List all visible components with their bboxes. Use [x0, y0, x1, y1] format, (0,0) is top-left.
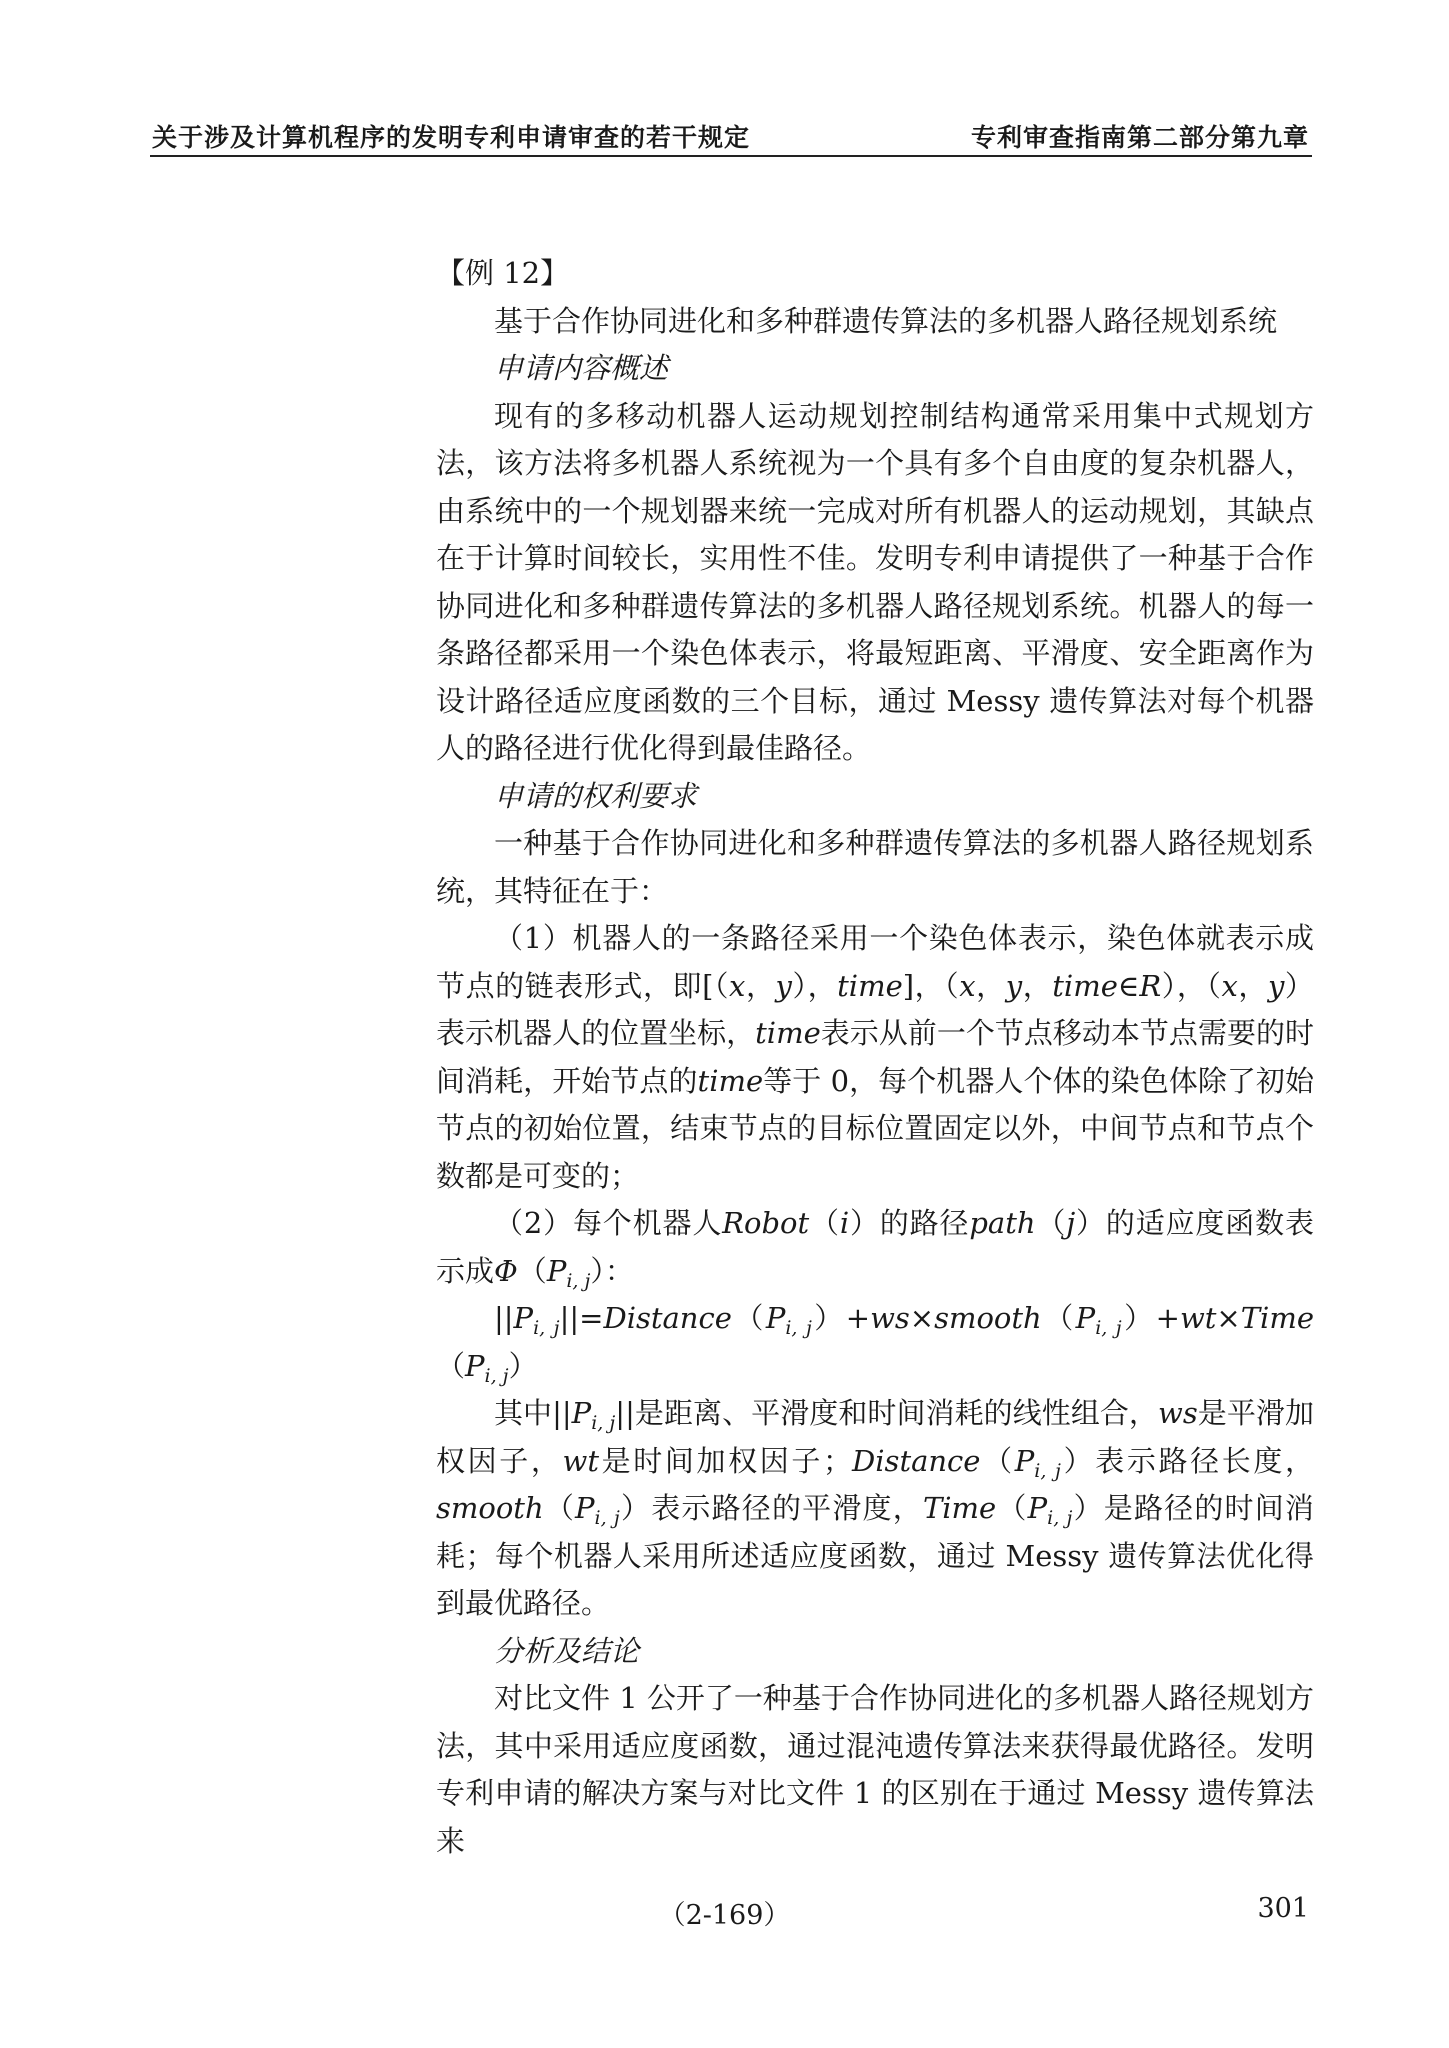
running-header-left: 关于涉及计算机程序的发明专利申请审查的若干规定 [152, 123, 751, 152]
running-header-right: 专利审查指南第二部分第九章 [970, 123, 1309, 152]
example-title: 基于合作协同进化和多种群遗传算法的多机器人路径规划系统 [494, 303, 1278, 338]
section-heading-summary: 申请内容概述 [494, 351, 669, 385]
example-label: 【例 12】 [436, 256, 570, 290]
analysis-paragraph: 对比文件 1 公开了一种基于合作协同进化的多机器人路径规划方法，其中采用适应度函数，通过混沌遗传算法来获得最优路径。发明专利申请的解决方案与对比文件 1 的区别在于通过 Messy 遗传算法来 [436, 1681, 1314, 1858]
formula-explanation: 其中$||P_{i, j}||$是距离、平滑度和时间消耗的线性组合，ws是平滑加权因子，wt是时间加权因子；$Distance(P_{i, j})$表示路径长度，$smooth(P_{i, j})$表示路径的平滑度，$Time(P_{i, j})$是路径的时间消耗；每个机器人采用所述适应度函数，通过 Messy 遗传算法优化得到最优路径。 [436, 1396, 1314, 1620]
summary-paragraph: 现有的多移动机器人运动规划控制结构通常采用集中式规划方法，该方法将多机器人系统视为一个具有多个自由度的复杂机器人，由系统中的一个规划器来统一完成对所有机器人的运动规划，其缺点在于计算时间较长，实用性不佳。发明专利申请提供了一种基于合作协同进化和多种群遗传算法的多机器人路径规划系统。机器人的每一条路径都采用一个染色体表示，将最短距离、平滑度、安全距离作为设计路径适应度函数的三个目标，通过 Messy 遗传算法对每个机器人的路径进行优化得到最佳路径。 [436, 398, 1314, 765]
footer-section-number: （2-169） [658, 1900, 791, 1931]
claim-item-1: （1）机器人的一条路径采用一个染色体表示，染色体就表示成节点的链表形式，即[（x，y），time]，（x，y，time∈R），（x，y）表示机器人的位置坐标，time表示从前一个节点移动本节点需要的时间消耗，开始节点的time等于 0，每个机器人个体的染色体除了初始节点的初始位置，结束节点的目标位置固定以外，中间节点和节点个数都是可变的； [436, 921, 1314, 1193]
page-number: 301 [1257, 1893, 1309, 1924]
claim-item-2: （2）每个机器人Robot（i）的路径path（j）的适应度函数表示成$\Phi(P_{i, j})$： [436, 1206, 1314, 1292]
fitness-formula: $||P_{i, j}||=Distance(P_{i, j})+ws\times smooth(P_{i, j})+wt\times Time(P_{i, j})$ [436, 1301, 1314, 1387]
page-body [436, 250, 1314, 1865]
section-heading-analysis: 分析及结论 [494, 1633, 640, 1668]
claim-intro: 一种基于合作协同进化和多种群遗传算法的多机器人路径规划系统，其特征在于： [436, 826, 1314, 908]
section-heading-claims: 申请的权利要求 [494, 778, 698, 813]
header-divider [150, 155, 1312, 157]
